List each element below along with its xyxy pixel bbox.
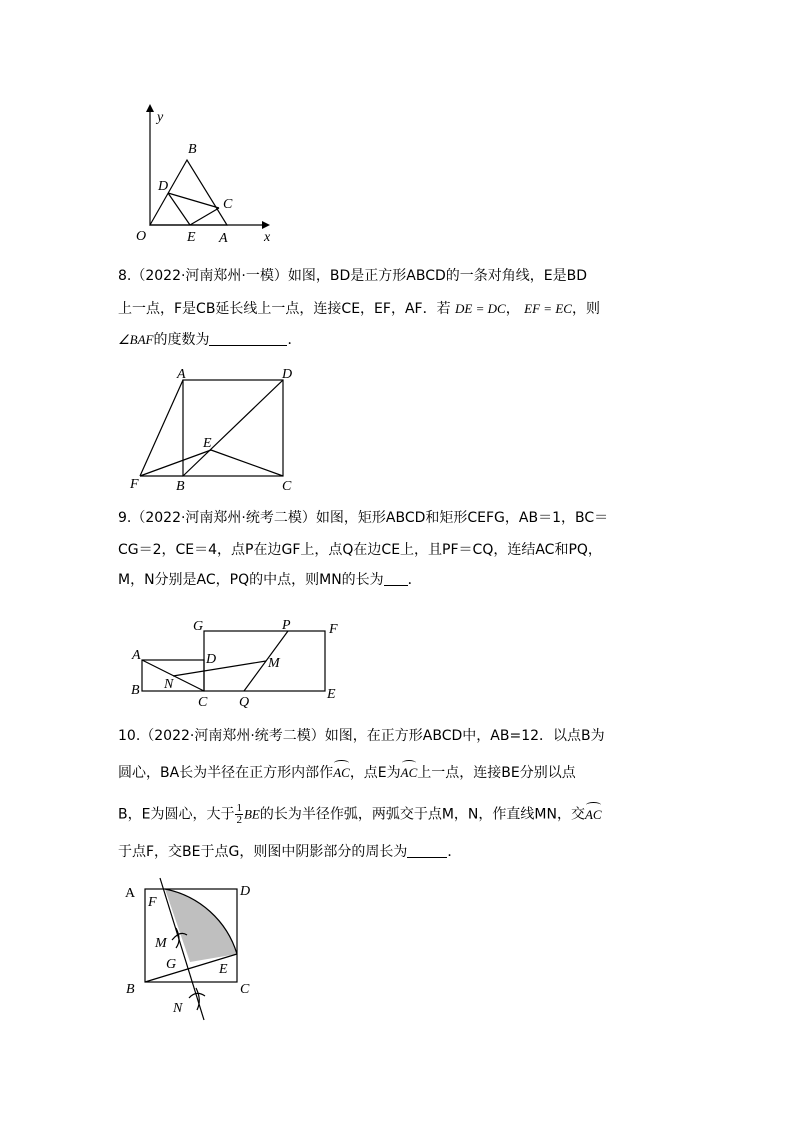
q8-equation-de-dc: DE = DC: [455, 301, 506, 316]
q9-label-E: E: [327, 687, 336, 702]
q8-separator: ，: [505, 301, 520, 317]
q10-label-M: M: [155, 936, 167, 951]
q10-label-F: F: [148, 895, 157, 910]
q10-frac-numerator: 1: [236, 802, 242, 814]
q9-text-2: CG＝2，CE＝4，点P在边GF上，点Q在边CE上，且PF＝CQ，连结AC和PQ，: [118, 542, 602, 558]
q9-label-A: A: [132, 648, 141, 663]
q10-period: ．: [447, 844, 462, 860]
q10-line-4: [118, 842, 461, 862]
q10-square-arc-figure: [120, 875, 260, 1025]
q10-label-E: E: [219, 962, 228, 977]
q10-label-B: B: [126, 982, 135, 997]
q8-answer-blank: [209, 333, 287, 346]
q8-label-E: E: [203, 436, 212, 451]
q9-label-B: B: [131, 683, 140, 698]
label-y: y: [157, 110, 164, 125]
label-O: O: [136, 229, 147, 244]
q9-line-3: [118, 570, 422, 590]
q10-text-3a: B，E为圆心，大于: [118, 806, 235, 823]
q9-label-Q: Q: [239, 695, 250, 710]
q9-text-1: 9.（2022·河南郑州·统考二模）如图，矩形ABCD和矩形CEFG，AB＝1，BC＝: [118, 510, 609, 526]
q10-text-1: 10.（2022·河南郑州·统考二模）如图，在正方形ABCD中，AB=12．以点B为: [118, 728, 605, 744]
q8-text-2: 上一点，F是CB延长线上一点，连接CE，EF，AF．若: [118, 301, 451, 317]
q8-label-D: D: [282, 367, 293, 382]
q9-label-N: N: [164, 677, 174, 692]
q10-line-3: [118, 803, 602, 826]
q9-label-F: F: [329, 622, 338, 637]
q8-line-3: [118, 330, 301, 350]
q9-label-D: D: [206, 652, 217, 667]
q10-label-C: C: [240, 982, 250, 997]
q10-label-A: A: [125, 886, 136, 901]
q10-arc-ac-3: AC: [585, 805, 602, 825]
q10-answer-blank: [407, 845, 447, 858]
q10-frac-denominator: 2: [236, 814, 242, 826]
q10-text-2c: 上一点，连接BE分别以点: [417, 765, 576, 781]
q10-segment-be: BE: [243, 806, 260, 822]
label-D: D: [158, 179, 169, 194]
q8-text-3: 的度数为: [153, 332, 210, 348]
q10-line-2: [118, 763, 576, 783]
q9-label-G: G: [193, 619, 204, 634]
q8-line-2: [118, 299, 600, 319]
q10-text-3b: 的长为半径作弧，两弧交于点M，N，作直线MN，交: [259, 806, 585, 823]
label-x: x: [264, 230, 271, 245]
label-E: E: [187, 230, 196, 245]
q9-label-C: C: [198, 695, 208, 710]
q10-text-4: 于点F，交BE于点G，则图中阴影部分的周长为: [118, 844, 408, 860]
q8-label-A: A: [177, 367, 186, 382]
q9-label-P: P: [282, 618, 291, 633]
q10-arc-ac: AC: [333, 763, 350, 783]
q9-line-1: [118, 508, 608, 528]
q10-label-N: N: [173, 1001, 183, 1016]
q10-label-D: D: [240, 884, 251, 899]
q9-line-2: [118, 540, 602, 560]
q9-label-M: M: [268, 656, 280, 671]
q8-period: ．: [287, 332, 302, 348]
label-C: C: [223, 197, 233, 212]
q10-line-1: [118, 726, 605, 746]
label-B: B: [188, 142, 197, 157]
q8-angle-baf: ∠BAF: [118, 332, 154, 347]
q8-label-B: B: [176, 479, 185, 494]
q8-text-1: 8.（2022·河南郑州·一模）如图，BD是正方形ABCD的一条对角线，E是BD: [118, 268, 587, 284]
q9-period: ．: [407, 572, 422, 588]
q8-line-1: [118, 266, 587, 286]
q10-arc-ac-2: AC: [401, 763, 418, 783]
q10-text-2b: ，点E为: [349, 765, 401, 781]
label-A: A: [219, 231, 228, 246]
q9-answer-blank: [384, 573, 408, 586]
q10-text-2a: 圆心，BA长为半径在正方形内部作: [118, 765, 334, 781]
q10-label-G: G: [166, 957, 177, 972]
q8-square-figure: [125, 365, 305, 495]
q8-label-C: C: [282, 479, 292, 494]
q9-rectangles-figure: [128, 615, 348, 710]
q8-label-F: F: [130, 477, 139, 492]
q9-text-3: M，N分别是AC，PQ的中点，则MN的长为: [118, 572, 384, 588]
q8-text-2-end: ，则: [571, 301, 600, 317]
q10-fraction-half: [235, 803, 243, 826]
q8-equation-ef-ec: EF = EC: [524, 301, 572, 316]
coordinate-triangle-figure: [130, 105, 280, 250]
